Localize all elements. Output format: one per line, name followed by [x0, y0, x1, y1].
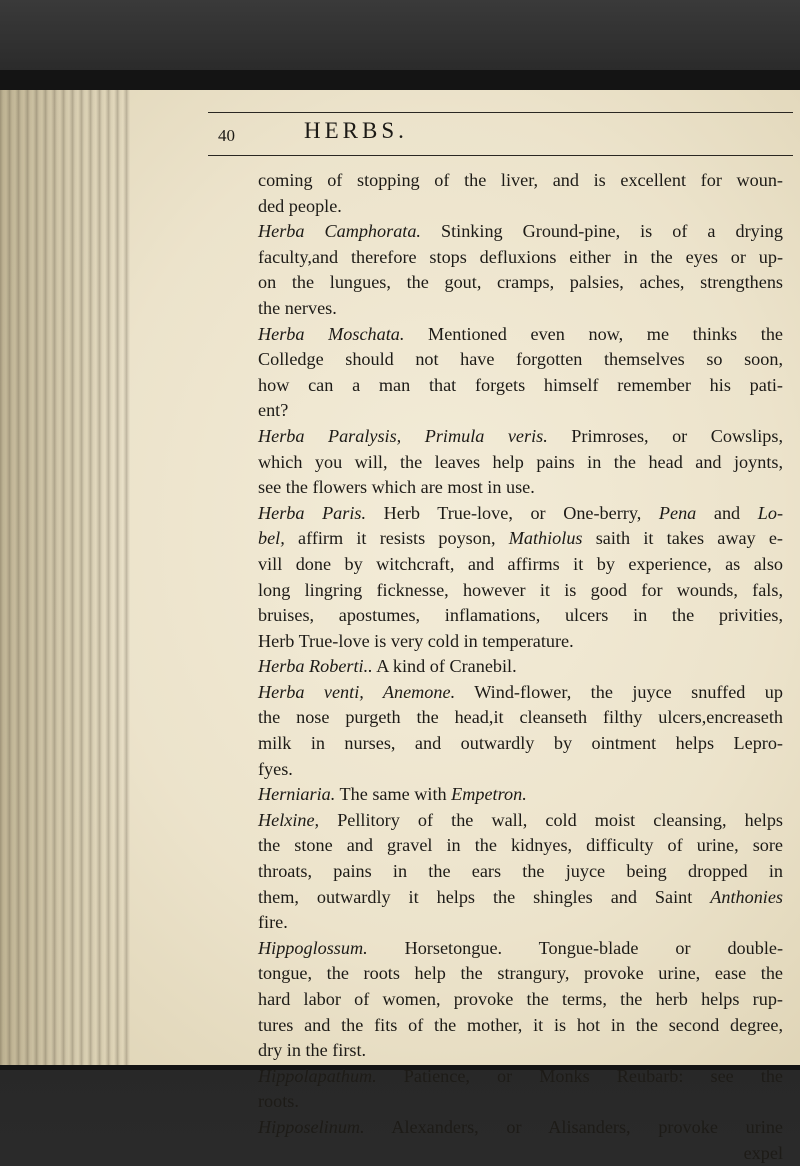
text-line	[258, 578, 783, 604]
entry-text: Primroses, or Cowslips,	[547, 425, 783, 446]
text-line	[258, 194, 783, 220]
entry-text: bruises, apostumes, inflamations, ulcers in the privities,	[258, 605, 783, 626]
entry-text: tongue, the roots help the strangury, provoke urine, ease the	[258, 963, 783, 984]
entry-text: the nerves.	[258, 297, 337, 318]
text-line	[258, 654, 783, 680]
entry-text: the nose purgeth the head,it cleanseth filthy ulcers,encreaseth	[258, 707, 783, 728]
entry-text: faculty,and therefore stops defluxions either in the eyes or up-	[258, 246, 783, 267]
entry-text: The same with	[335, 784, 452, 805]
entry-term: Herniaria.	[258, 784, 336, 805]
text-line	[258, 424, 783, 450]
text-line	[258, 603, 783, 629]
entry-text: A kind of Cranebil.	[372, 656, 517, 677]
entry-text: fire.	[258, 912, 288, 933]
text-line	[258, 450, 783, 476]
text-line	[258, 552, 783, 578]
text-line	[258, 757, 783, 783]
entry-text: Pellitory of the wall, cold moist cleansing, helps	[319, 809, 783, 830]
entry-text: Horsetongue. Tongue-blade or double-	[367, 937, 783, 958]
entry-term: Hipposelinum.	[258, 1116, 365, 1137]
text-line	[258, 501, 783, 527]
text-line	[258, 270, 783, 296]
text-line	[258, 629, 783, 655]
entry-text: on the lungues, the gout, cramps, palsies, aches, strengthens	[258, 272, 783, 293]
entry-text: fyes.	[258, 758, 293, 779]
text-line	[258, 1089, 783, 1115]
text-line	[258, 1038, 783, 1064]
entry-text: throats, pains in the ears the juyce being dropped in	[258, 861, 783, 882]
entry-text: ded people.	[258, 195, 342, 216]
text-line	[258, 168, 783, 194]
entry-term: Anthonies	[710, 886, 783, 907]
text-line	[258, 833, 783, 859]
entry-term: Herba Paris.	[258, 502, 367, 523]
entry-term: Herba Paralysis, Primula veris.	[258, 425, 548, 446]
entry-text: them, outwardly it helps the shingles and Saint	[258, 886, 711, 907]
running-head: HERBS.	[304, 118, 408, 143]
text-line	[258, 910, 783, 936]
entry-term: Herba Roberti..	[258, 656, 373, 677]
text-line	[258, 219, 783, 245]
entry-text: which you will, the leaves help pains in the head and joynts,	[258, 451, 783, 472]
entry-text: expel	[743, 1142, 783, 1163]
entry-text: how can a man that forgets himself remember his pati-	[258, 374, 783, 395]
entry-text: vill done by witchcraft, and affirms it by experience, as also	[258, 553, 783, 574]
entry-text: roots.	[258, 1091, 299, 1112]
header-rule-top	[208, 112, 793, 113]
entry-text: long lingring ficknesse, however it is good for wounds, fals,	[258, 579, 783, 600]
entry-text: the stone and gravel in the kidnyes, difficulty of urine, sore	[258, 835, 783, 856]
text-line	[258, 961, 783, 987]
entry-text: Alexanders, or Alisanders, provoke urine	[364, 1116, 783, 1137]
entry-text: see the flowers which are most in use.	[258, 477, 535, 498]
entry-text: Herb True-love is very cold in temperature.	[258, 630, 574, 651]
text-line	[258, 296, 783, 322]
entry-text: milk in nurses, and outwardly by ointment helps Lepro-	[258, 733, 783, 754]
text-line	[258, 1064, 783, 1090]
entry-term: Herba Camphorata.	[258, 221, 421, 242]
text-line	[258, 987, 783, 1013]
entry-term: Helxine,	[258, 809, 320, 830]
text-line	[258, 373, 783, 399]
book-page	[0, 90, 800, 1163]
entry-text: Colledge should not have forgotten themselves so soon,	[258, 349, 783, 370]
entry-term: Herba venti, Anemone.	[258, 681, 456, 702]
text-line	[258, 1115, 783, 1141]
page-gutter	[0, 90, 130, 1065]
entry-text: hard labor of women, provoke the terms, the herb helps rup-	[258, 989, 783, 1009]
entry-term: Empetron.	[451, 784, 527, 805]
entry-text: and	[696, 502, 758, 523]
entry-text: Wind-flower, the juyce snuffed up	[455, 681, 783, 702]
entry-text: coming of stopping of the liver, and is excellent for woun-	[258, 170, 783, 190]
text-line	[258, 398, 783, 424]
page-text	[258, 168, 783, 1166]
entry-text: Stinking Ground-pine, is of a drying	[420, 221, 783, 242]
text-line	[258, 245, 783, 271]
entry-term: Hippoglossum.	[258, 937, 368, 958]
text-line	[258, 1013, 783, 1039]
text-line	[258, 782, 783, 808]
entry-term: Mathiolus	[508, 528, 583, 549]
entry-term: Hippolapathum.	[258, 1065, 377, 1086]
entry-text: affirm it resists poyson,	[284, 528, 509, 549]
text-line	[258, 731, 783, 757]
text-line	[258, 475, 783, 501]
text-line	[258, 347, 783, 373]
entry-text: tures and the fits of the mother, it is hot in the second degree,	[258, 1014, 783, 1035]
text-line	[258, 1141, 783, 1166]
entry-text: Patience, or Monks Reubarb: see the	[376, 1065, 783, 1086]
entry-term: Pena	[658, 502, 697, 523]
text-line	[258, 859, 783, 885]
text-line	[258, 885, 783, 911]
page-number: 40	[218, 126, 235, 145]
text-line	[258, 322, 783, 348]
text-line	[258, 680, 783, 706]
text-line	[258, 808, 783, 834]
header-rule-bottom	[208, 155, 793, 156]
entry-text: Mentioned even now, me thinks the	[404, 323, 783, 344]
entry-text: ent?	[258, 400, 289, 421]
entry-text: dry in the first.	[258, 1040, 367, 1061]
entry-term: Lo-	[757, 502, 783, 523]
text-line	[258, 936, 783, 962]
text-line	[258, 526, 783, 552]
text-line	[258, 705, 783, 731]
entry-term: Herba Moschata.	[258, 323, 405, 344]
entry-text: Herb True-love, or One-berry,	[366, 502, 659, 523]
entry-term: bel,	[258, 528, 285, 549]
entry-text: saith it takes away e-	[582, 528, 783, 549]
